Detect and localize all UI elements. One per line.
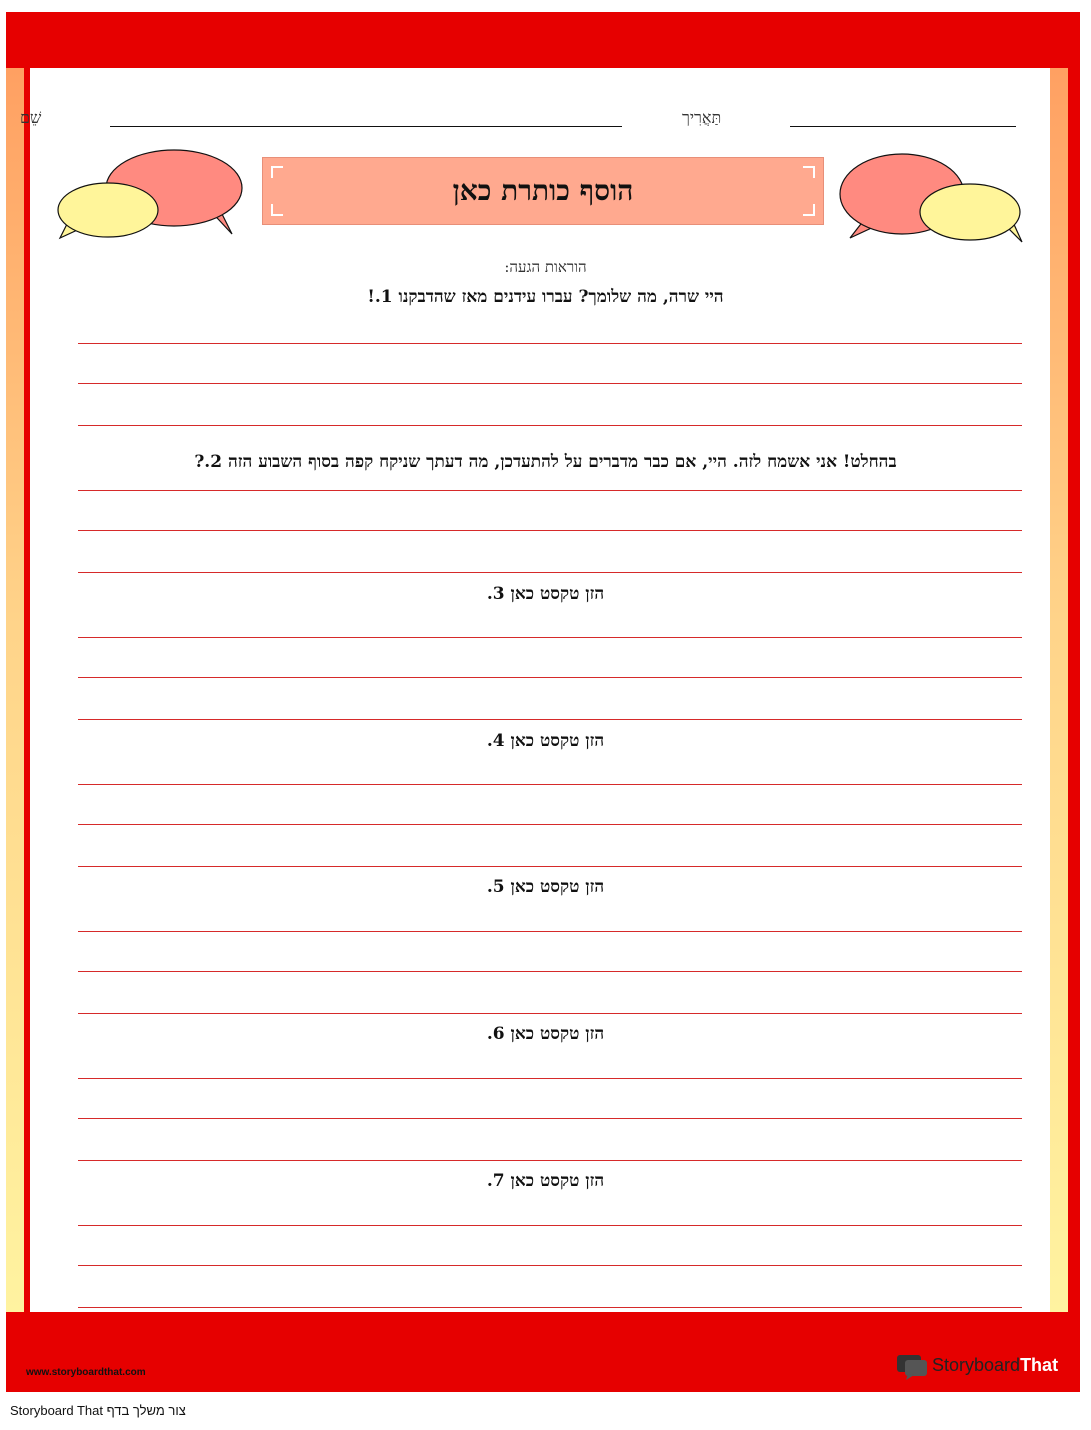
answer-line[interactable] [78,343,1022,344]
right-gradient-strip [1050,68,1068,1312]
answer-line[interactable] [78,784,1022,785]
date-label: תַּאֲרִיך [682,108,722,127]
logo-chat-icon [896,1354,928,1380]
title-banner[interactable] [262,157,824,225]
name-line[interactable] [110,126,622,127]
speech-bubbles-left-icon [56,146,246,242]
answer-line[interactable] [78,971,1022,972]
worksheet-page [30,68,1050,1312]
instructions-label: הוראות הגעה: [504,258,587,276]
answer-line[interactable] [78,866,1022,867]
answer-line[interactable] [78,1265,1022,1266]
answer-line[interactable] [78,824,1022,825]
worksheet-title: הוסף כותרת כאן [452,174,634,207]
name-date-row [0,106,1091,136]
answer-line[interactable] [78,677,1022,678]
answer-line[interactable] [78,572,1022,573]
answer-line[interactable] [78,931,1022,932]
answer-line[interactable] [78,1160,1022,1161]
answer-line[interactable] [78,383,1022,384]
answer-line[interactable] [78,490,1022,491]
question-2: בהחלט! אני אשמח לזה. היי, אם כבר מדברים על להתעדכן, מה דעתך שניקח קפה בסוף השבוע הזה 2.? [194,452,897,472]
speech-bubbles-right-icon [836,150,1028,246]
question-7: הזן טקסט כאן 7. [486,1171,605,1191]
answer-line[interactable] [78,1013,1022,1014]
answer-line[interactable] [78,1118,1022,1119]
answer-line[interactable] [78,425,1022,426]
answer-line[interactable] [78,637,1022,638]
logo-text-main: Storyboard [932,1355,1021,1375]
answer-line[interactable] [78,1225,1022,1226]
date-line[interactable] [790,126,1016,127]
question-3: הזן טקסט כאן 3. [486,584,605,604]
footer-url[interactable]: www.storyboardthat.com [26,1367,146,1378]
left-gradient-strip [6,68,24,1312]
logo-text-accent: That [1020,1355,1059,1375]
answer-line[interactable] [78,1307,1022,1308]
answer-line[interactable] [78,1078,1022,1079]
credit-line[interactable]: Storyboard That צור משלך בדף [10,1403,186,1418]
question-1: היי שרה, מה שלומך? עברו עידנים מאז שהדבקנו 1.! [367,287,724,307]
answer-line[interactable] [78,530,1022,531]
question-5: הזן טקסט כאן 5. [486,877,605,897]
question-6: הזן טקסט כאן 6. [486,1024,605,1044]
question-4: הזן טקסט כאן 4. [486,731,605,751]
name-label: שֵׁם [20,108,42,127]
answer-line[interactable] [78,719,1022,720]
